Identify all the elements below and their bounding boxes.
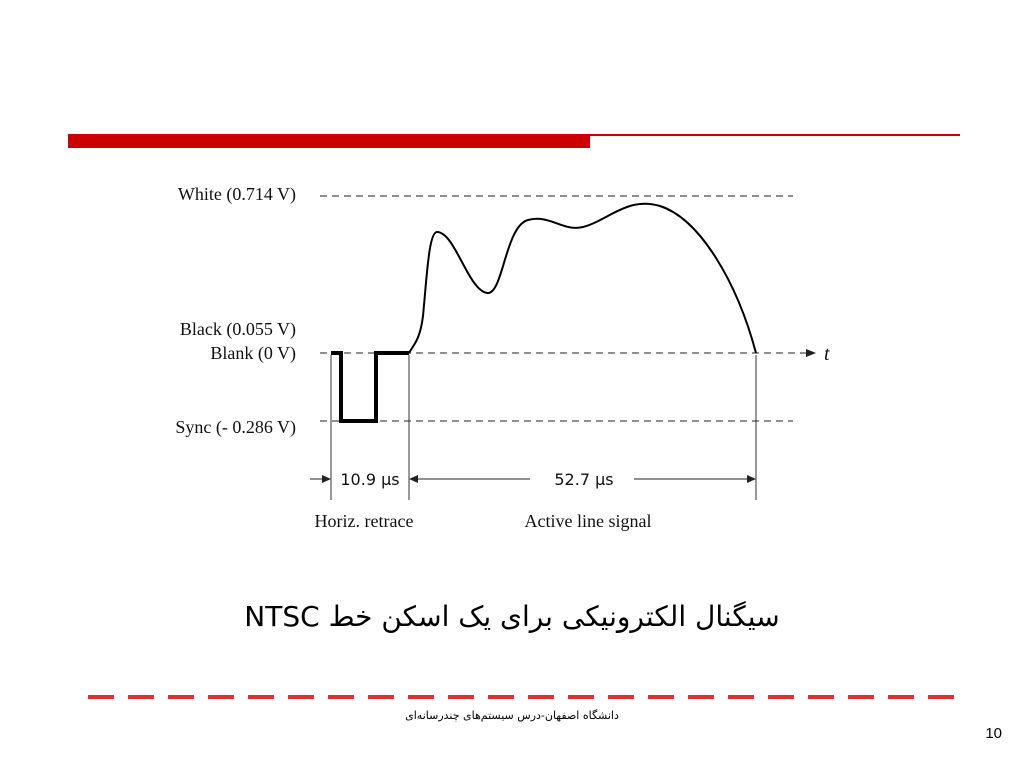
retrace-arrowhead bbox=[322, 475, 331, 483]
blank-level-label: Blank (0 V) bbox=[210, 343, 296, 363]
black-level-label: Black (0.055 V) bbox=[179, 319, 296, 339]
sync-pulse bbox=[331, 353, 409, 421]
page-number: 10 bbox=[985, 725, 1002, 742]
slide-caption: سیگنال الکترونیکی برای یک اسکن خط NTSC bbox=[244, 600, 780, 633]
active-signal-waveform bbox=[409, 204, 756, 353]
active-arrowhead-right bbox=[747, 475, 756, 483]
footer-institution: دانشگاه اصفهان-درس سیستم‌های چندرسانه‌ای bbox=[405, 709, 619, 722]
white-level-label: White (0.714 V) bbox=[177, 184, 296, 204]
footer-divider bbox=[88, 695, 958, 699]
active-duration: 52.7 µs bbox=[554, 470, 614, 489]
retrace-duration: 10.9 µs bbox=[340, 470, 400, 489]
active-segment-label: Active line signal bbox=[524, 511, 652, 531]
time-axis-label: t bbox=[824, 343, 830, 365]
sync-level-label: Sync (- 0.286 V) bbox=[175, 417, 296, 437]
retrace-segment-label: Horiz. retrace bbox=[314, 511, 414, 531]
time-axis-arrowhead bbox=[806, 349, 816, 357]
